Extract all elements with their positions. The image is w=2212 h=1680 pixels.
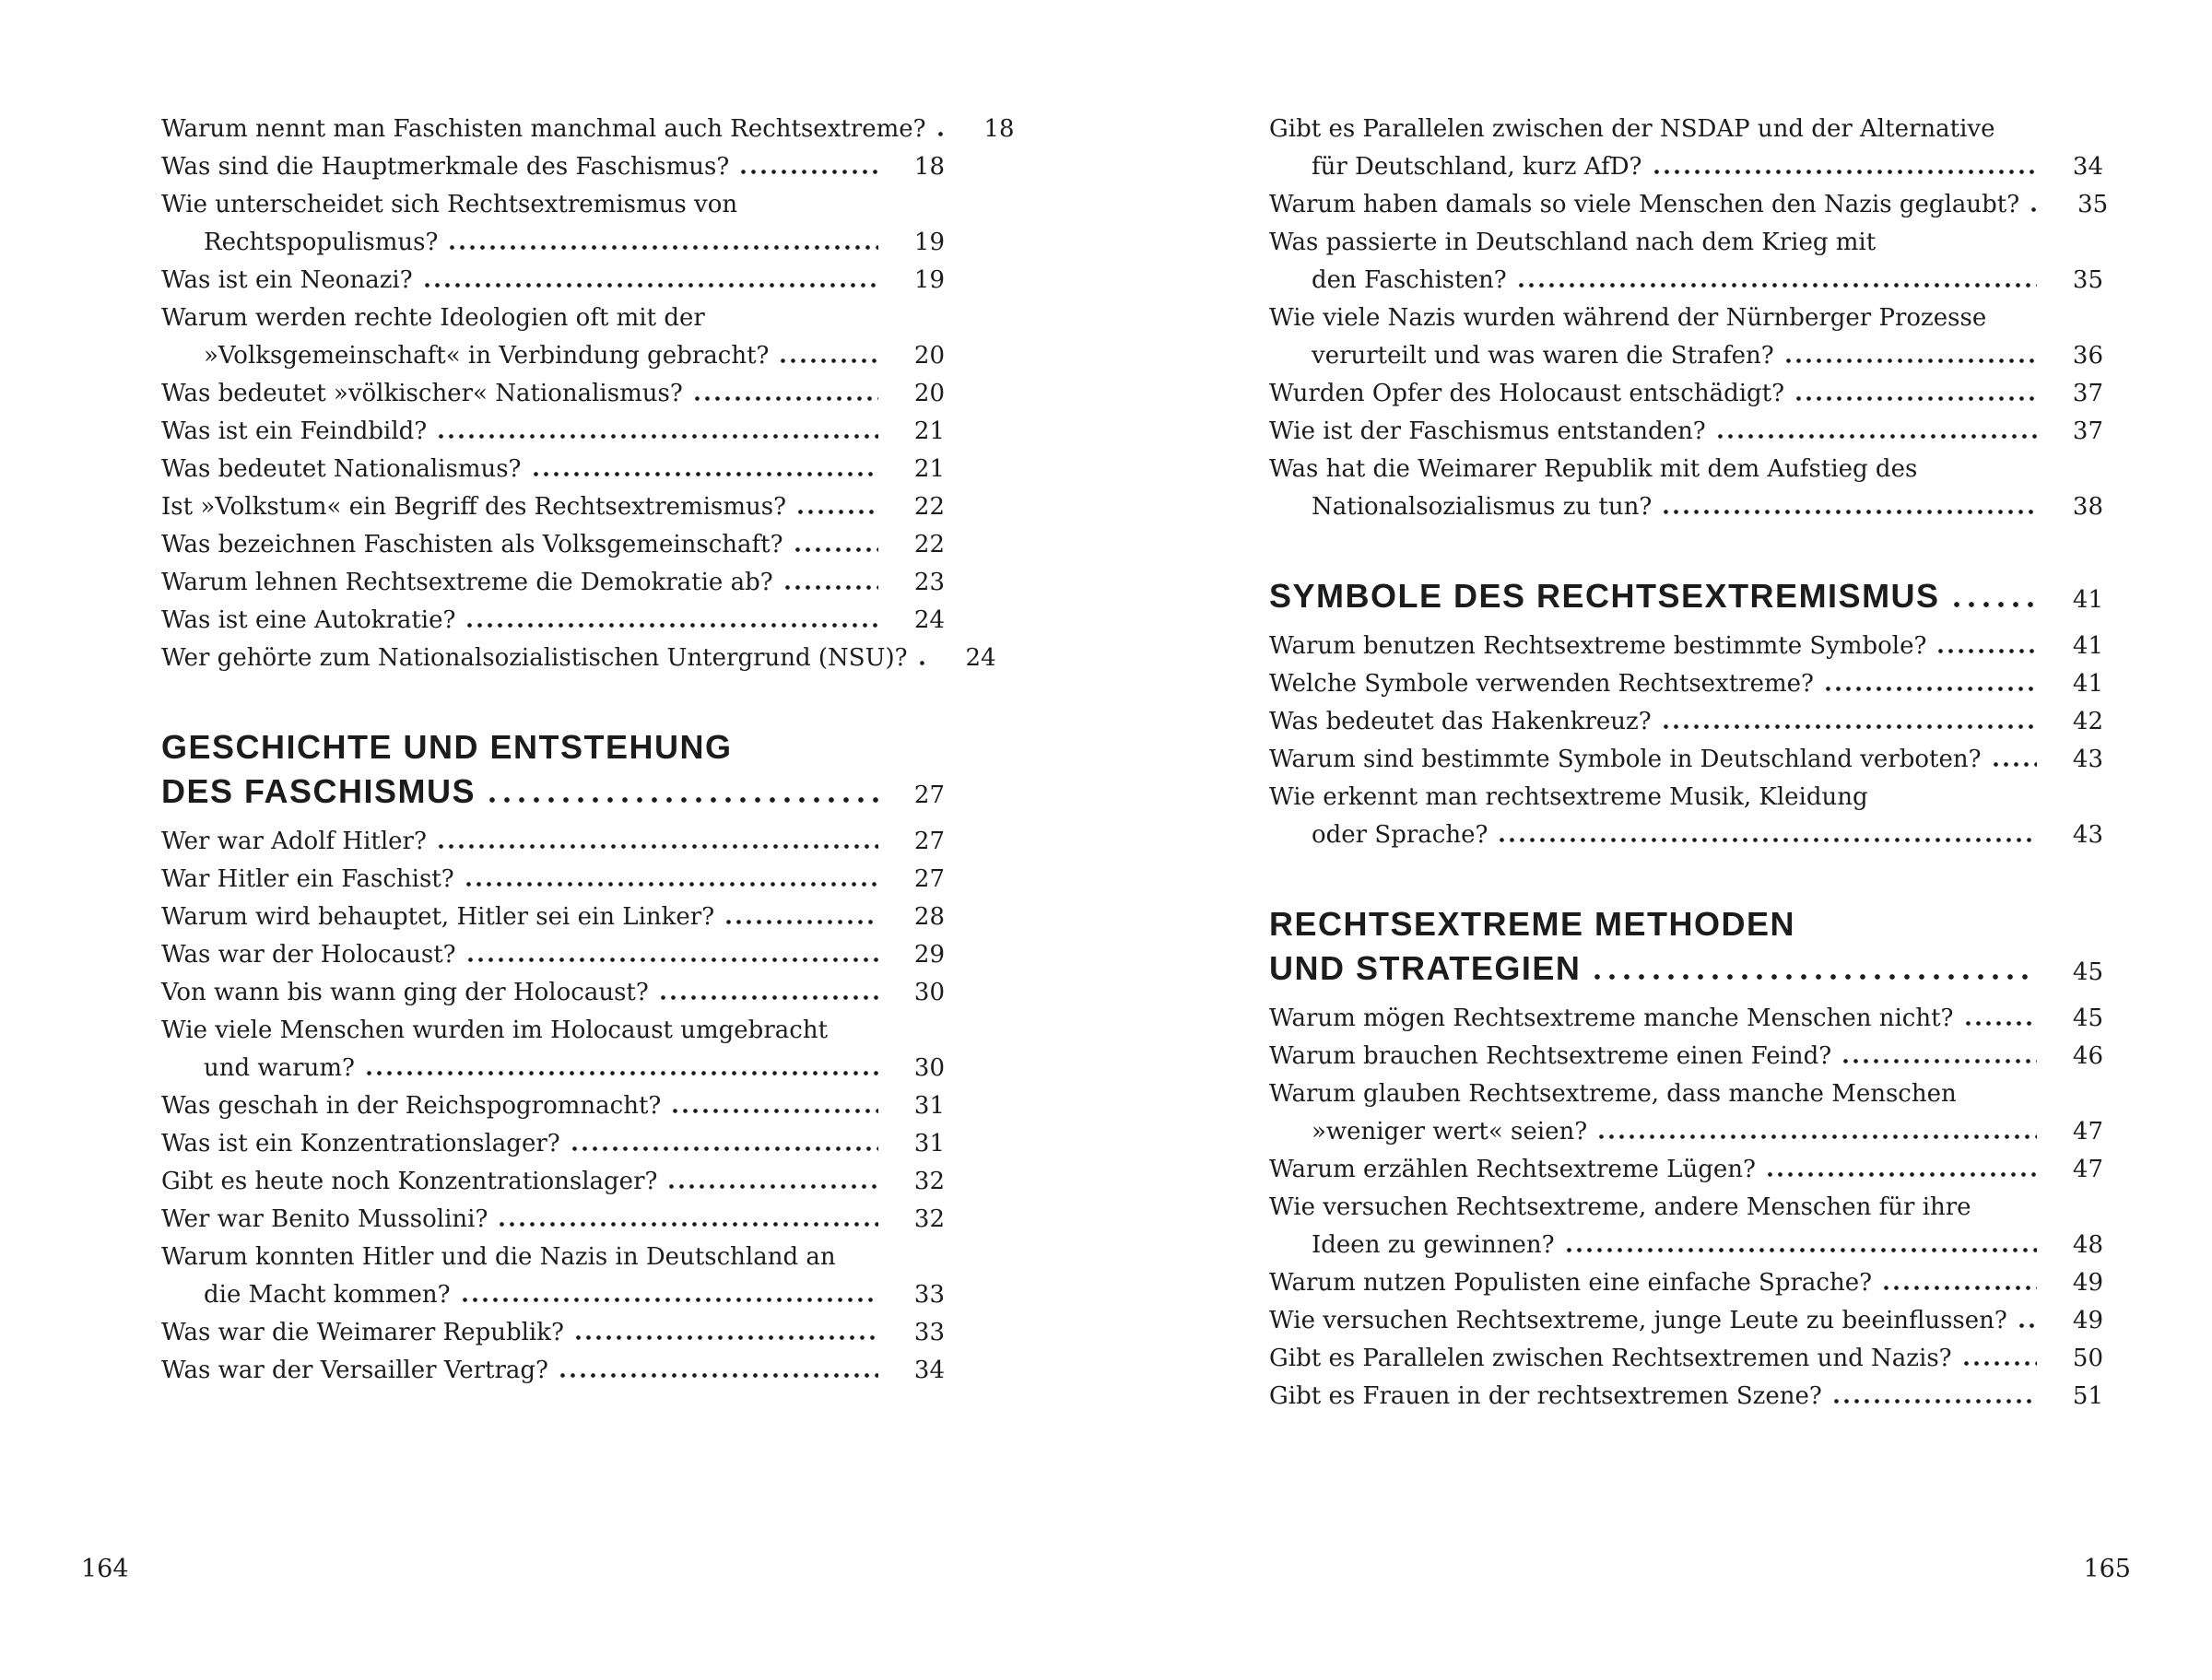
dot-leader (531, 472, 879, 476)
toc-entry (161, 300, 945, 375)
dot-leader (2017, 1323, 2037, 1328)
toc-entry-text: Warum sind bestimmte Symbole in Deutschland verboten? (1269, 746, 1982, 773)
toc-section-heading (1269, 902, 2103, 994)
toc-entry-page-number: 18 (983, 115, 1015, 143)
toc-entry-lastline (161, 375, 945, 413)
toc-entry (161, 1314, 945, 1352)
toc-entry-page-number: 31 (913, 1092, 945, 1120)
dot-leader (570, 1146, 878, 1151)
toc-entry-lastline (1269, 1000, 2103, 1038)
toc-entry-page-number: 38 (2072, 493, 2103, 521)
toc-entry-prelines (161, 300, 945, 337)
dot-leader (793, 547, 878, 552)
toc-entry-text: Was ist ein Konzentrationslager? (161, 1130, 560, 1157)
toc-heading-lastline (161, 770, 945, 817)
toc-entry-text: Welche Symbole verwenden Rechtsextreme? (1269, 670, 1814, 698)
toc-entry-lastline (161, 1125, 945, 1163)
toc-entry-text: Was ist ein Neonazi? (161, 266, 413, 294)
dot-leader (497, 1222, 878, 1227)
toc-entry-text: Was war der Versailler Vertrag? (161, 1357, 548, 1384)
toc-entry-page-number: 32 (913, 1205, 945, 1233)
toc-entry-page-number: 24 (913, 606, 945, 634)
toc-entry-page-number: 50 (2072, 1345, 2103, 1372)
toc-entry-text: Was bedeutet das Hakenkreuz? (1269, 708, 1652, 735)
toc-entry-lastline (1269, 1264, 2103, 1302)
toc-entry-page-number: 47 (2072, 1118, 2103, 1145)
toc-line: GESCHICHTE UND ENTSTEHUNG (161, 728, 733, 766)
toc-entry-lastline (161, 1352, 945, 1390)
toc-entry-lastline (1269, 703, 2103, 741)
toc-entry-page-number: 33 (913, 1281, 945, 1309)
toc-entry (161, 488, 945, 526)
toc-entry-text: verurteilt und was waren die Strafen? (1312, 342, 1774, 370)
toc-heading-text: UND STRATEGIEN (1269, 949, 1582, 987)
toc-entry-lastline (1269, 1151, 2103, 1189)
toc-entry (1269, 1189, 2103, 1264)
toc-entry-page-number: 46 (2072, 1042, 2103, 1070)
toc-entry (1269, 665, 2103, 703)
toc-entry-page-number: 21 (913, 455, 945, 483)
toc-entry-text: »Volksgemeinschaft« in Verbindung gebracht? (204, 342, 770, 370)
toc-entry (161, 413, 945, 451)
dot-leader (436, 434, 878, 439)
toc-entry-lastline (1269, 1302, 2103, 1340)
toc-entry (161, 526, 945, 564)
toc-list-left (161, 111, 1015, 1390)
toc-entry-text: Warum erzählen Rechtsextreme Lügen? (1269, 1156, 1756, 1183)
toc-entry-text: Wer war Adolf Hitler? (161, 828, 427, 855)
toc-entry (1269, 1264, 2103, 1302)
toc-line: Wie unterscheidet sich Rechtsextremismus von (161, 191, 738, 218)
toc-entry (1269, 300, 2103, 375)
toc-entry-prelines (1269, 1075, 2103, 1113)
toc-entry-page-number: 18 (913, 153, 945, 181)
toc-entry-text: für Deutschland, kurz AfD? (1312, 153, 1642, 181)
toc-entry-text: Warum lehnen Rechtsextreme die Demokratie ab? (161, 569, 773, 596)
toc-heading-lastline (1269, 946, 2103, 994)
toc-entry-page-number: 22 (913, 531, 945, 558)
dot-leader (1949, 602, 2037, 607)
toc-entry-lastline (161, 936, 945, 974)
toc-entry-page-number: 20 (913, 342, 945, 370)
toc-entry-text: die Macht kommen? (204, 1281, 451, 1309)
toc-entry (161, 1239, 945, 1314)
toc-entry (161, 148, 945, 186)
toc-entry (161, 640, 996, 677)
toc-entry-text: oder Sprache? (1312, 821, 1488, 849)
toc-entry-lastline (161, 861, 945, 899)
toc-entry-page-number: 41 (2072, 632, 2103, 660)
toc-entry-text: Ist »Volkstum« ein Begriff des Rechtsextremismus? (161, 493, 787, 521)
toc-entry (161, 451, 945, 488)
toc-entry-text: Was ist ein Feindbild? (161, 417, 428, 445)
toc-entry-page-number: 47 (2072, 1156, 2103, 1183)
toc-entry-page-number: 49 (2072, 1307, 2103, 1334)
toc-entry-lastline (161, 111, 1015, 148)
toc-entry-lastline (1269, 741, 2103, 779)
toc-entry-lastline (1269, 186, 2109, 224)
toc-entry-text: War Hitler ein Faschist? (161, 865, 454, 893)
toc-entry-lastline (161, 899, 945, 936)
toc-line: Warum glauben Rechtsextreme, dass manche Menschen (1269, 1080, 1957, 1108)
dot-leader (1991, 762, 2037, 767)
dot-leader (1831, 1399, 2037, 1404)
toc-heading-lastline (1269, 574, 2103, 622)
dot-leader (935, 132, 948, 136)
toc-entry-prelines (161, 186, 945, 224)
toc-entry-text: Wie versuchen Rechtsextreme, junge Leute zu beeinflussen? (1269, 1307, 2007, 1334)
toc-entry-page-number: 31 (913, 1130, 945, 1157)
dot-leader (558, 1373, 878, 1378)
toc-line: Was passierte in Deutschland nach dem Krieg mit (1269, 229, 1877, 256)
toc-entry-page-number: 33 (913, 1319, 945, 1346)
toc-entry-text: Warum wird behauptet, Hitler sei ein Linker? (161, 903, 715, 931)
toc-entry-lastline (1269, 413, 2103, 451)
toc-entry-lastline (161, 564, 945, 602)
toc-entry-page-number: 20 (913, 380, 945, 407)
toc-entry (1269, 451, 2103, 526)
toc-entry-prelines (1269, 451, 2103, 488)
dot-leader (422, 283, 878, 288)
toc-entry (1269, 703, 2103, 741)
toc-entry-text: Was sind die Hauptmerkmale des Faschismus? (161, 153, 730, 181)
toc-entry-lastline (1269, 817, 2103, 854)
toc-entry-lastline (161, 1050, 945, 1087)
toc-entry (161, 974, 945, 1012)
toc-line: Wie versuchen Rechtsextreme, andere Menschen für ihre (1269, 1193, 1971, 1221)
toc-heading-page-number: 27 (913, 781, 945, 809)
toc-entry-lastline (1269, 1378, 2103, 1416)
toc-heading-page-number: 41 (2072, 586, 2103, 614)
toc-entry (1269, 1038, 2103, 1075)
dot-leader (1841, 1059, 2037, 1063)
dot-leader (666, 1184, 878, 1189)
toc-entry (161, 602, 945, 640)
toc-entry-page-number: 30 (913, 979, 945, 1006)
toc-entry-lastline (1269, 628, 2103, 665)
toc-list-right (1269, 111, 2109, 1416)
toc-entry-page-number: 43 (2072, 821, 2103, 849)
toc-line: Warum konnten Hitler und die Nazis in Deutschland an (161, 1243, 836, 1271)
toc-entry-lastline (161, 1201, 945, 1239)
toc-entry-text: Warum benutzen Rechtsextreme bestimmte Symbole? (1269, 632, 1927, 660)
toc-entry (1269, 628, 2103, 665)
toc-entry (161, 186, 945, 262)
toc-entry-lastline (161, 1276, 945, 1314)
dot-leader (1961, 1361, 2037, 1366)
toc-entry-lastline (161, 451, 945, 488)
toc-entry-text: Gibt es Frauen in der rechtsextremen Szene? (1269, 1382, 1822, 1410)
toc-column-left (161, 111, 1015, 1390)
toc-entry-text: Warum mögen Rechtsextreme manche Menschen nicht? (1269, 1004, 1954, 1032)
toc-entry (1269, 1378, 2103, 1416)
dot-leader (2029, 207, 2041, 212)
toc-entry (161, 1125, 945, 1163)
toc-entry (161, 111, 1015, 148)
page-number-folio-left: 164 (81, 1555, 129, 1583)
toc-entry-text: Was bedeutet »völkischer« Nationalismus? (161, 380, 683, 407)
toc-entry (1269, 224, 2103, 300)
toc-entry-text: den Faschisten? (1312, 266, 1507, 294)
toc-entry (161, 1012, 945, 1087)
toc-entry-text: Warum haben damals so viele Menschen den Nazis geglaubt? (1269, 191, 2020, 218)
toc-entry-page-number: 28 (913, 903, 945, 931)
toc-entry-page-number: 43 (2072, 746, 2103, 773)
toc-entry-text: und warum? (204, 1054, 355, 1082)
toc-entry (1269, 741, 2103, 779)
toc-entry-text: Wurden Opfer des Holocaust entschädigt? (1269, 380, 1785, 407)
toc-entry-text: Warum nennt man Faschisten manchmal auch Rechtsextreme? (161, 115, 926, 143)
toc-entry (1269, 1075, 2103, 1151)
toc-entry-text: Wer gehörte zum Nationalsozialistischen Untergrund (NSU)? (161, 644, 908, 672)
toc-entry-page-number: 30 (913, 1054, 945, 1082)
toc-entry-text: Warum nutzen Populisten eine einfache Sprache? (1269, 1269, 1873, 1297)
dot-leader (670, 1109, 878, 1113)
dot-leader (692, 396, 878, 401)
toc-entry (161, 861, 945, 899)
toc-entry-lastline (161, 1087, 945, 1125)
toc-entry (1269, 375, 2103, 413)
toc-entry-text: Was ist eine Autokratie? (161, 606, 456, 634)
dot-leader (1590, 974, 2037, 980)
toc-entry-text: Von wann bis wann ging der Holocaust? (161, 979, 649, 1006)
dot-leader (1783, 358, 2037, 363)
toc-heading-prelines (161, 725, 945, 770)
dot-leader (1936, 649, 2037, 653)
toc-entry-page-number: 42 (2072, 708, 2103, 735)
toc-entry-lastline (161, 974, 945, 1012)
toc-entry-lastline (1269, 1038, 2103, 1075)
dot-leader (795, 510, 878, 514)
toc-heading-text: SYMBOLE DES RECHTSEXTREMISMUS (1269, 577, 1940, 615)
toc-entry-lastline (1269, 375, 2103, 413)
toc-entry (161, 1163, 945, 1201)
toc-entry-text: Gibt es Parallelen zwischen Rechtsextremen und Nazis? (1269, 1345, 1952, 1372)
toc-entry-text: Wie ist der Faschismus entstanden? (1269, 417, 1706, 445)
dot-leader (724, 920, 878, 924)
toc-entry-page-number: 37 (2072, 380, 2103, 407)
dot-leader (460, 1298, 878, 1302)
toc-entry-lastline (1269, 148, 2103, 186)
toc-entry-page-number: 22 (913, 493, 945, 521)
dot-leader (1661, 724, 2037, 729)
toc-entry-text: Was war der Holocaust? (161, 941, 456, 969)
toc-entry (161, 262, 945, 300)
dot-leader (573, 1335, 878, 1340)
toc-entry (1269, 1151, 2103, 1189)
toc-entry-lastline (161, 602, 945, 640)
toc-entry-text: Was bezeichnen Faschisten als Volksgemeinschaft? (161, 531, 783, 558)
toc-entry-page-number: 34 (913, 1357, 945, 1384)
toc-entry-lastline (161, 413, 945, 451)
toc-entry-lastline (161, 488, 945, 526)
toc-entry (161, 1352, 945, 1390)
toc-entry-lastline (1269, 488, 2103, 526)
toc-entry-page-number: 19 (913, 266, 945, 294)
toc-entry-page-number: 27 (913, 828, 945, 855)
dot-leader (1516, 283, 2037, 288)
toc-entry-lastline (161, 262, 945, 300)
toc-entry-text: Rechtspopulismus? (204, 229, 439, 256)
toc-entry (1269, 186, 2109, 224)
dot-leader (436, 844, 878, 849)
toc-entry-page-number: 37 (2072, 417, 2103, 445)
toc-entry (1269, 1302, 2103, 1340)
toc-entry-prelines (1269, 300, 2103, 337)
toc-entry (1269, 1340, 2103, 1378)
toc-entry-lastline (161, 823, 945, 861)
toc-entry-lastline (1269, 665, 2103, 703)
dot-leader (465, 623, 878, 628)
toc-line: Warum werden rechte Ideologien oft mit der (161, 304, 705, 332)
toc-entry (161, 823, 945, 861)
toc-entry-page-number: 45 (2072, 1004, 2103, 1032)
toc-entry-page-number: 21 (913, 417, 945, 445)
dot-leader (1794, 396, 2037, 401)
toc-entry-text: Warum brauchen Rechtsextreme einen Feind? (1269, 1042, 1832, 1070)
toc-entry (161, 1087, 945, 1125)
page-number-folio-right: 165 (2083, 1555, 2131, 1583)
toc-entry-lastline (161, 1314, 945, 1352)
toc-entry-page-number: 35 (2077, 191, 2109, 218)
dot-leader (1963, 1021, 2038, 1026)
toc-heading-text: DES FASCHISMUS (161, 772, 477, 810)
dot-leader (1881, 1286, 2037, 1290)
toc-entry-page-number: 19 (913, 229, 945, 256)
dot-leader (1661, 510, 2037, 514)
toc-line: Gibt es Parallelen zwischen der NSDAP und der Alternative (1269, 115, 1995, 143)
toc-entry-lastline (1269, 1340, 2103, 1378)
toc-entry-lastline (161, 526, 945, 564)
toc-entry-text: Nationalsozialismus zu tun? (1312, 493, 1653, 521)
toc-line: Was hat die Weimarer Republik mit dem Aufstieg des (1269, 455, 1918, 483)
toc-heading-page-number: 45 (2072, 958, 2103, 986)
toc-entry (1269, 779, 2103, 854)
toc-entry (161, 375, 945, 413)
toc-entry (1269, 413, 2103, 451)
dot-leader (1765, 1172, 2037, 1177)
toc-entry-page-number: 35 (2072, 266, 2103, 294)
toc-line: Wie erkennt man rechtsextreme Musik, Kleidung (1269, 783, 1868, 811)
toc-entry-lastline (1269, 337, 2103, 375)
toc-entry-page-number: 51 (2072, 1382, 2103, 1410)
toc-entry (161, 936, 945, 974)
toc-line: Wie viele Nazis wurden während der Nürnberger Prozesse (1269, 304, 1987, 332)
toc-entry-page-number: 32 (913, 1168, 945, 1195)
dot-leader (738, 170, 878, 174)
toc-entry-page-number: 49 (2072, 1269, 2103, 1297)
toc-entry-lastline (161, 337, 945, 375)
dot-leader (447, 245, 878, 250)
dot-leader (1652, 170, 2038, 174)
toc-entry-page-number: 24 (965, 644, 996, 672)
toc-entry-prelines (161, 1239, 945, 1276)
toc-column-right (1269, 111, 2109, 1416)
toc-entry-lastline (1269, 1113, 2103, 1151)
toc-entry (161, 899, 945, 936)
toc-entry-text: Wer war Benito Mussolini? (161, 1205, 488, 1233)
dot-leader (1564, 1248, 2037, 1252)
toc-entry-text: Was bedeutet Nationalismus? (161, 455, 522, 483)
dot-leader (364, 1071, 878, 1075)
toc-entry (1269, 111, 2103, 186)
dot-leader (485, 797, 878, 803)
toc-entry (161, 1201, 945, 1239)
toc-entry-text: Was geschah in der Reichspogromnacht? (161, 1092, 662, 1120)
toc-entry-lastline (161, 224, 945, 262)
toc-entry-text: »weniger wert« seien? (1312, 1118, 1588, 1145)
dot-leader (1497, 838, 2037, 842)
toc-entry-prelines (1269, 1189, 2103, 1227)
toc-entry-lastline (1269, 1227, 2103, 1264)
toc-entry-page-number: 23 (913, 569, 945, 596)
dot-leader (464, 882, 878, 887)
toc-entry-page-number: 48 (2072, 1231, 2103, 1259)
toc-line: Wie viele Menschen wurden im Holocaust umgebracht (161, 1016, 829, 1044)
toc-entry-lastline (161, 1163, 945, 1201)
dot-leader (1823, 687, 2037, 691)
toc-entry (161, 564, 945, 602)
dot-leader (465, 957, 878, 962)
toc-entry-page-number: 36 (2072, 342, 2103, 370)
toc-entry-prelines (1269, 779, 2103, 817)
toc-entry-page-number: 27 (913, 865, 945, 893)
dot-leader (778, 358, 878, 363)
toc-section-heading (161, 725, 945, 817)
toc-entry (1269, 1000, 2103, 1038)
dot-leader (1596, 1134, 2037, 1139)
toc-entry-prelines (1269, 224, 2103, 262)
toc-entry-text: Ideen zu gewinnen? (1312, 1231, 1555, 1259)
toc-entry-text: Was war die Weimarer Republik? (161, 1319, 564, 1346)
toc-entry-lastline (161, 640, 996, 677)
dot-leader (917, 661, 930, 665)
toc-entry-page-number: 29 (913, 941, 945, 969)
toc-entry-lastline (161, 148, 945, 186)
toc-entry-page-number: 41 (2072, 670, 2103, 698)
toc-entry-prelines (1269, 111, 2103, 148)
toc-entry-lastline (1269, 262, 2103, 300)
toc-heading-prelines (1269, 902, 2103, 946)
dot-leader (658, 995, 878, 1000)
toc-entry-text: Gibt es heute noch Konzentrationslager? (161, 1168, 658, 1195)
toc-line: RECHTSEXTREME METHODEN (1269, 905, 1796, 943)
toc-entry-page-number: 34 (2072, 153, 2103, 181)
toc-section-heading (1269, 574, 2103, 622)
toc-entry-prelines (161, 1012, 945, 1050)
dot-leader (1715, 434, 2037, 439)
dot-leader (782, 585, 878, 590)
